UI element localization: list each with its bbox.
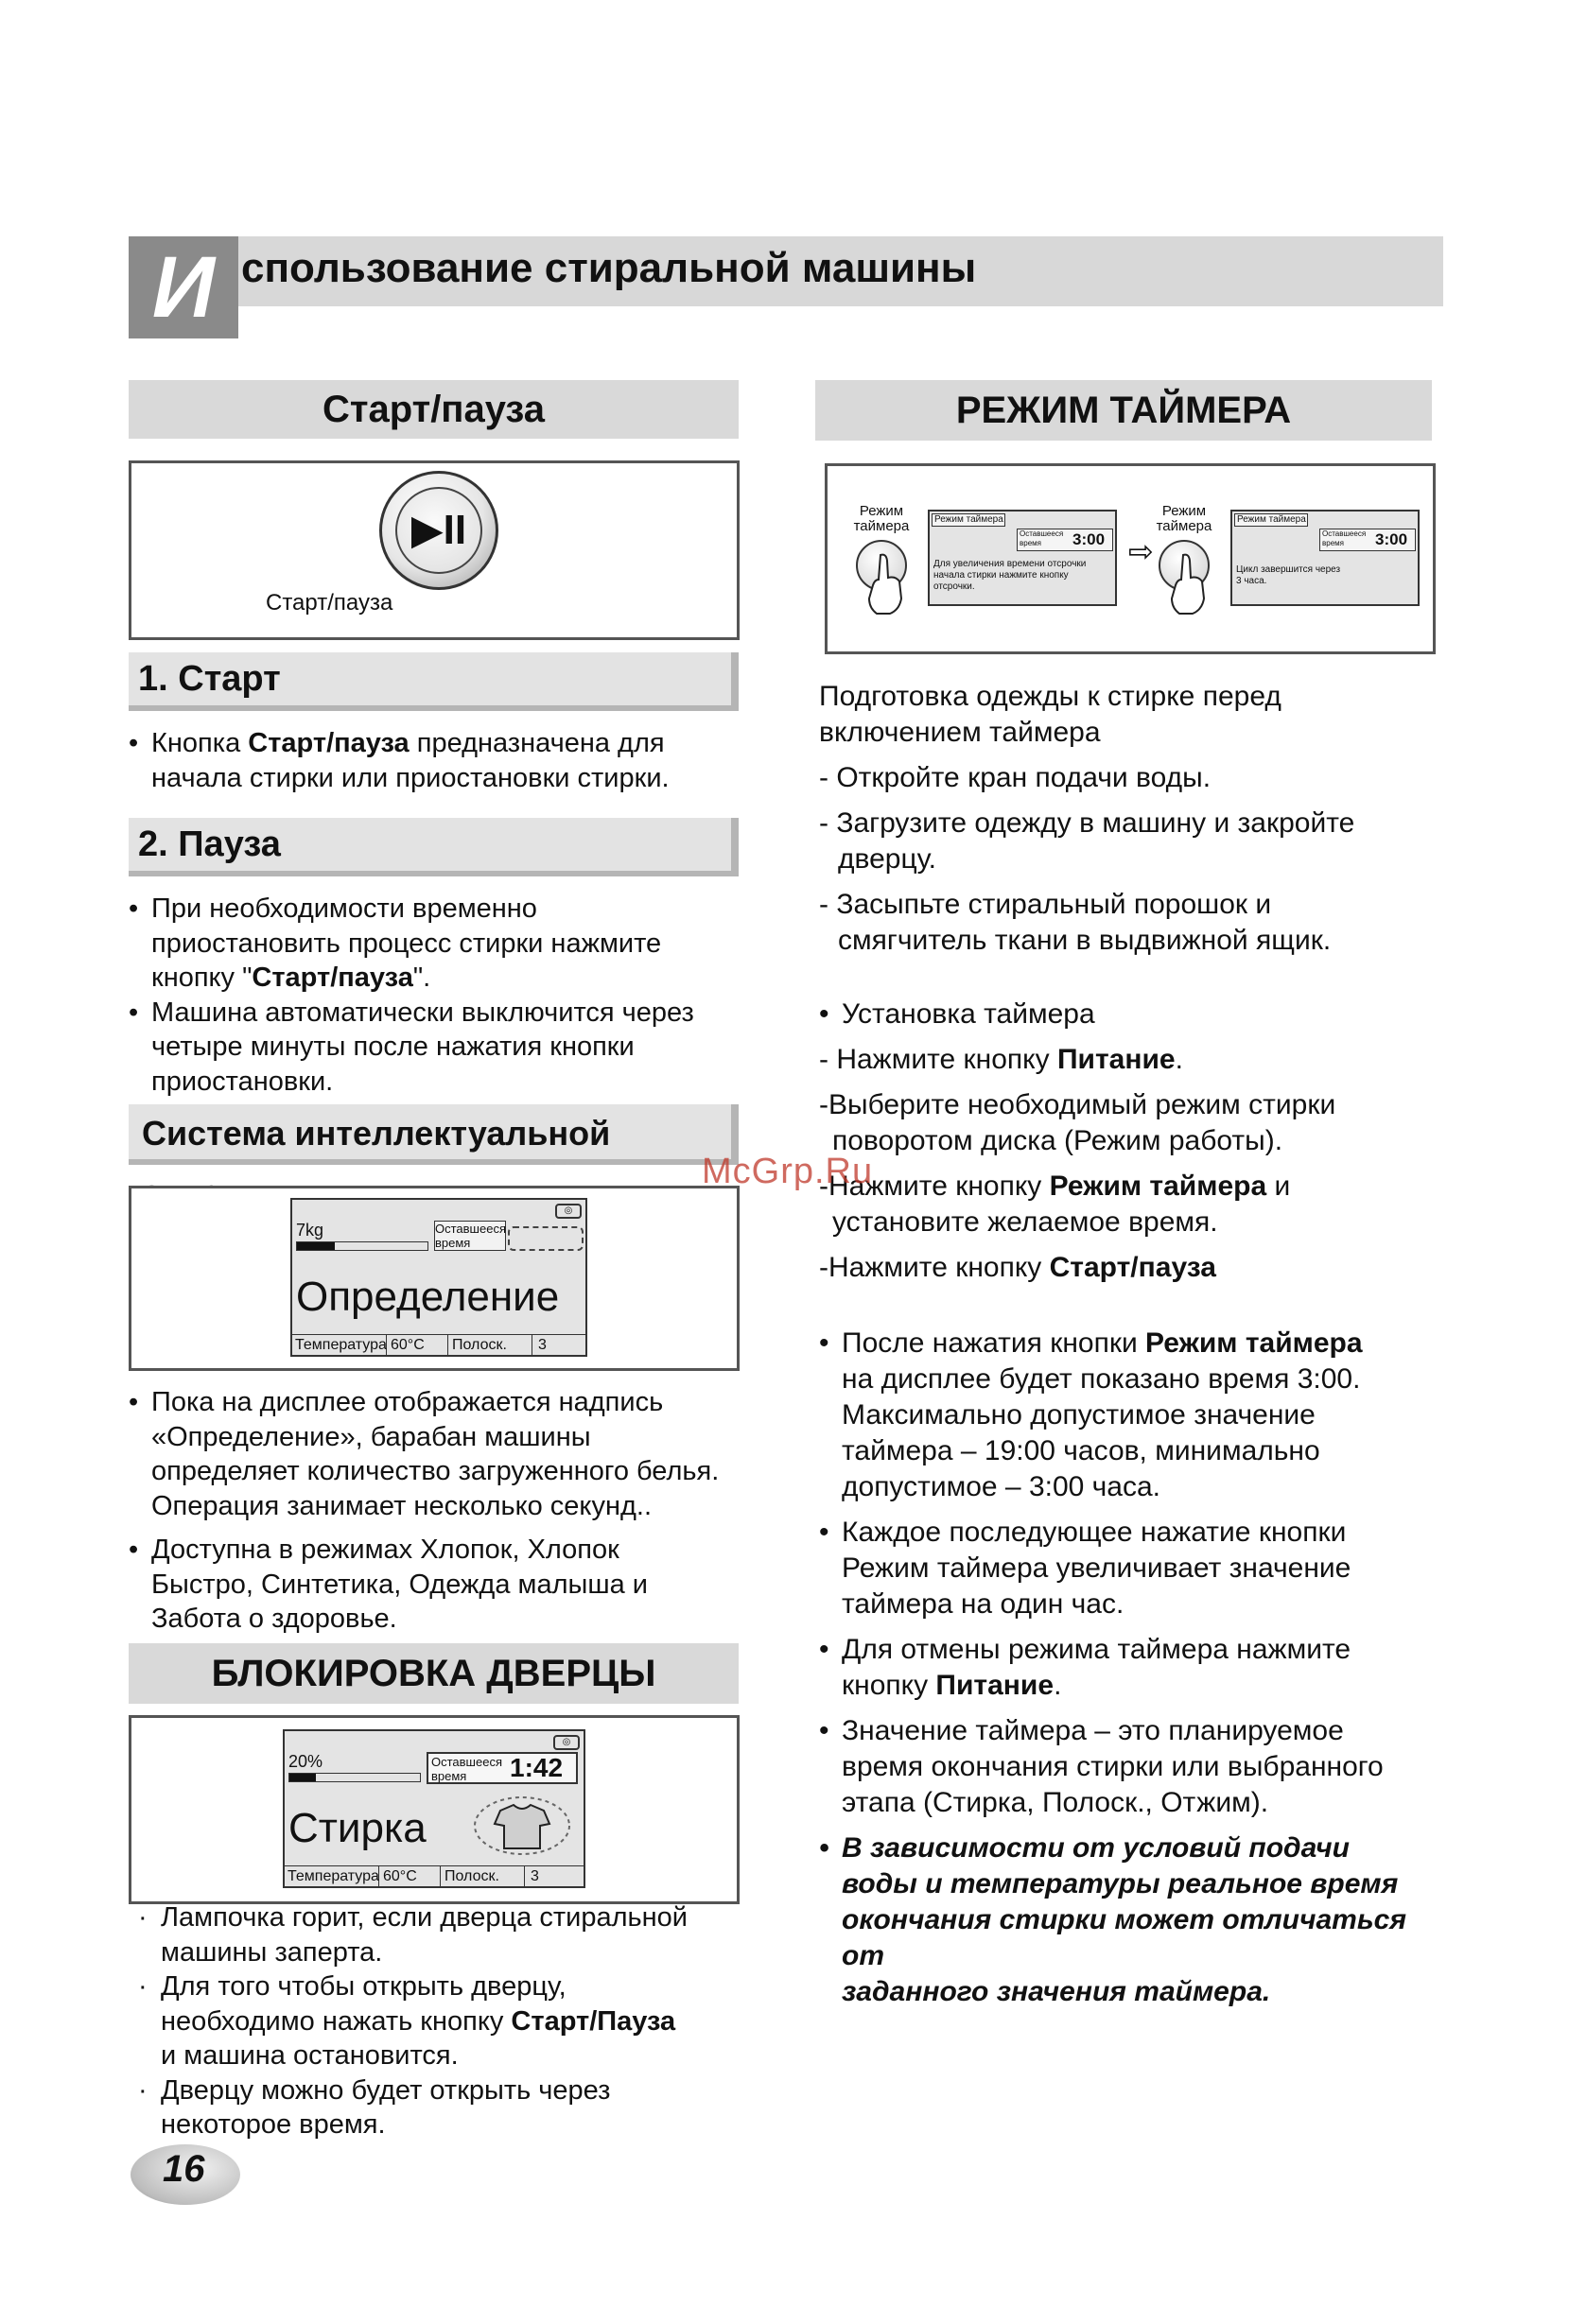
setup-step-4 xyxy=(819,1250,1443,1286)
bullet-mark: • xyxy=(819,1634,829,1665)
finger-icon-2 xyxy=(1164,551,1212,617)
text-line: Быстро, Синтетика, Одежда малыша и xyxy=(151,1569,648,1600)
text-line: Операция занимает несколько секунд.. xyxy=(151,1490,652,1521)
text-line: этапа (Стирка, Полоск., Отжим). xyxy=(842,1787,1269,1818)
lcd-weight: 7kg xyxy=(296,1221,324,1240)
text-line: таймера – 19:00 часов, минимально xyxy=(842,1435,1320,1466)
bullet-mark: • xyxy=(819,998,829,1030)
timer-bullet-3 xyxy=(819,1632,1443,1704)
start-pause-heading: Старт/пауза xyxy=(129,380,739,439)
text-line: Пока на дисплее отображается надпись xyxy=(151,1387,664,1417)
lcd-progress-text: 20% xyxy=(288,1752,323,1771)
lcd-remaining-time: 1:42 xyxy=(510,1753,564,1782)
lock-bullet-3 xyxy=(138,2073,753,2142)
prep-step-3 xyxy=(819,887,1443,959)
screen-title: Режим таймера xyxy=(1234,513,1308,527)
text-line: В зависимости от условий подачи xyxy=(842,1832,1350,1864)
smart-text xyxy=(129,1385,743,1637)
text-line: Установка таймера xyxy=(842,998,1095,1030)
text-span: предназначена для xyxy=(409,728,665,758)
text-line: таймера на один час. xyxy=(842,1588,1124,1620)
text-line: - Засыпьте стиральный порошок и xyxy=(819,889,1272,920)
start-text xyxy=(129,726,743,795)
timer-text xyxy=(819,679,1443,2010)
pause-bullet-2 xyxy=(129,996,743,1100)
text-line: время окончания стирки или выбранного xyxy=(842,1751,1384,1782)
smart-display-figure xyxy=(129,1186,740,1371)
tshirt-washing-icon xyxy=(470,1790,574,1862)
bullet-mark: • xyxy=(129,1387,139,1417)
text-line: начала стирки или приостановки стирки. xyxy=(151,762,670,793)
screen-title: Режим таймера xyxy=(932,513,1005,527)
text-line: установите желаемое время. xyxy=(832,1206,1218,1238)
text-line: Режим таймера увеличивает значение xyxy=(842,1552,1351,1584)
play-pause-glyph: ▶II xyxy=(410,507,467,553)
text-line: начала стирки нажмите кнопку xyxy=(933,570,1069,581)
bullet-mark: • xyxy=(819,1832,829,1864)
text-span: необходимо нажать кнопку xyxy=(161,2005,512,2037)
start-bullet xyxy=(129,726,743,795)
text-span: . xyxy=(1175,1044,1183,1075)
header-initial-letter: И xyxy=(129,236,238,338)
text-line: приостановки. xyxy=(151,1066,334,1097)
smart-bullet-2 xyxy=(129,1533,743,1637)
screen-time: 3:00 xyxy=(1072,530,1106,548)
text-line: поворотом диска (Режим работы). xyxy=(832,1125,1283,1156)
lcd-rinse-label: Полоск. xyxy=(441,1866,525,1887)
text-line: включением таймера xyxy=(819,717,1101,748)
text-span: . xyxy=(1054,1670,1062,1701)
text-line: таймера xyxy=(1156,518,1212,534)
text-line: допустимое – 3:00 часа. xyxy=(842,1471,1161,1502)
lcd-rinse-label: Полоск. xyxy=(448,1335,532,1356)
bullet-mark: • xyxy=(129,997,139,1028)
lcd-rinse-value: 3 xyxy=(531,1868,539,1884)
lcd-temp-label: Температура xyxy=(292,1335,387,1356)
lcd-remaining-label: Оставшееся время xyxy=(435,1222,506,1250)
text-span: Кнопка xyxy=(151,728,249,758)
bold-term: Старт/пауза xyxy=(1049,1252,1216,1283)
page-number: 16 xyxy=(163,2148,205,2190)
screen-remaining-box xyxy=(1319,529,1416,551)
door-lock-text xyxy=(138,1900,753,2142)
text-line: Режим xyxy=(1161,503,1207,519)
text-line: воды и температуры реальное время xyxy=(842,1868,1399,1899)
lcd-temp-value: 60°C xyxy=(387,1335,448,1356)
text-line: Машина автоматически выключится через xyxy=(151,997,694,1028)
bold-term: Режим таймера xyxy=(1049,1171,1267,1202)
text-line: Для того чтобы открыть дверцу, xyxy=(161,1971,567,2002)
text-line: Значение таймера – это планируемое xyxy=(842,1715,1344,1746)
text-line: дверцу. xyxy=(838,843,936,875)
door-lock-figure xyxy=(129,1715,740,1904)
lcd-temp-value: 60°C xyxy=(379,1866,441,1887)
arrow-right-icon: ⇨ xyxy=(1128,534,1154,568)
text-span: кнопку " xyxy=(151,963,253,993)
lcd-time-dashes xyxy=(508,1226,584,1251)
text-line: При необходимости временно xyxy=(151,893,537,924)
pause-bullet-1 xyxy=(129,892,743,996)
lcd-remaining-label: Оставшееся время xyxy=(431,1755,502,1783)
text-line: некоторое время. xyxy=(161,2109,386,2140)
timer-bullet-5-note xyxy=(819,1830,1443,2010)
bullet-mark: • xyxy=(819,1327,829,1359)
bullet-mark: • xyxy=(819,1517,829,1548)
text-line: отсрочки. xyxy=(933,581,975,592)
timer-bullet-4 xyxy=(819,1713,1443,1821)
wash-icon: ◎ xyxy=(555,1204,582,1219)
start-pause-button-icon xyxy=(379,471,498,590)
setup-step-3 xyxy=(819,1169,1443,1240)
setup-step-1 xyxy=(819,1042,1443,1078)
text-line: таймера xyxy=(853,518,910,534)
timer-screen-1 xyxy=(928,510,1117,606)
screen-remaining-label: Оставшееся время xyxy=(1020,529,1064,547)
text-line: Подготовка одежды к стирке перед xyxy=(819,681,1281,712)
text-line: Каждое последующее нажатие кнопки xyxy=(842,1517,1347,1548)
screen-remaining-label: Оставшееся время xyxy=(1322,529,1367,547)
screen-message xyxy=(1236,564,1420,587)
lcd-bottom-row xyxy=(292,1334,585,1356)
text-line: приостановить процесс стирки нажмите xyxy=(151,928,662,959)
setup-step-2 xyxy=(819,1087,1443,1159)
bold-term: Питание xyxy=(935,1670,1055,1701)
timer-figure xyxy=(825,463,1436,654)
text-line: смягчитель ткани в выдвижной ящик. xyxy=(838,925,1332,956)
lock-bullet-1 xyxy=(138,1900,753,1969)
smart-bullet-1 xyxy=(129,1385,743,1523)
text-line: Максимально допустимое значение xyxy=(842,1399,1316,1431)
lcd-progress-bar xyxy=(288,1773,421,1782)
text-span: ". xyxy=(412,963,431,993)
watermark: McGrp.Ru xyxy=(702,1152,874,1191)
text-line: Режим xyxy=(859,503,904,519)
start-pause-caption: Старт/пауза xyxy=(266,590,393,616)
bold-term: Старт/Пауза xyxy=(511,2005,676,2037)
section-start-heading: 1. Старт xyxy=(129,652,739,711)
timer-bullet-1 xyxy=(819,1326,1443,1505)
screen-remaining-box xyxy=(1017,529,1113,551)
section-smart-heading: Система интеллектуальной xyxy=(129,1104,739,1165)
text-line: 3 часа. xyxy=(1236,576,1267,586)
bullet-mark: · xyxy=(138,2074,148,2106)
timer-mode-heading: РЕЖИМ ТАЙМЕРА xyxy=(815,380,1432,441)
pause-text xyxy=(129,892,743,1099)
text-line: - Загрузите одежду в машину и закройте xyxy=(819,807,1355,839)
text-line: Лампочка горит, если дверца стиральной xyxy=(161,1902,688,1933)
setup-heading xyxy=(819,997,1443,1032)
lcd-main-status: Определение xyxy=(296,1274,560,1320)
prep-step-1: - Откройте кран подачи воды. xyxy=(819,762,1212,793)
lcd-bottom-row xyxy=(285,1865,584,1887)
bold-term: Старт/пауза xyxy=(248,728,410,758)
lock-icon: ◎ xyxy=(553,1735,580,1750)
text-line: Для отмены режима таймера нажмите xyxy=(842,1634,1351,1665)
text-line: и машина остановится. xyxy=(161,2040,459,2071)
timer-bullet-2 xyxy=(819,1515,1443,1622)
text-line: -Выберите необходимый режим стирки xyxy=(819,1089,1336,1120)
bold-term: Питание xyxy=(1056,1044,1176,1075)
lcd-temp-label: Температура xyxy=(285,1866,379,1887)
text-line: Доступна в режимах Хлопок, Хлопок xyxy=(151,1535,619,1565)
lcd-remaining-box xyxy=(427,1752,578,1784)
text-span: После нажатия кнопки xyxy=(842,1327,1146,1359)
bullet-mark: · xyxy=(138,1971,148,2002)
lcd-weight-bar xyxy=(296,1241,428,1251)
text-line: на дисплее будет показано время 3:00. xyxy=(842,1363,1361,1395)
text-span: -Нажмите кнопку xyxy=(819,1252,1050,1283)
timer-screen-2 xyxy=(1230,510,1420,606)
page-title: спользование стиральной машины xyxy=(241,245,977,291)
text-line: четыре минуты после нажатия кнопки xyxy=(151,1032,635,1062)
text-line: «Определение», барабан машины xyxy=(151,1421,591,1452)
prep-intro xyxy=(819,679,1443,751)
bullet-mark: • xyxy=(129,728,139,758)
door-lock-heading: БЛОКИРОВКА ДВЕРЦЫ xyxy=(129,1643,739,1704)
bold-term: Режим таймера xyxy=(1145,1327,1363,1359)
text-span: - Нажмите кнопку xyxy=(819,1044,1057,1075)
lcd-display-detect xyxy=(290,1198,587,1357)
text-span: кнопку xyxy=(842,1670,936,1701)
timer-button-label-1 xyxy=(848,504,915,534)
text-line: определяет количество загруженного белья. xyxy=(151,1456,720,1486)
bullet-mark: • xyxy=(129,1535,139,1565)
start-pause-figure xyxy=(129,460,740,640)
lock-bullet-2 xyxy=(138,1969,753,2073)
text-line: окончания стирки может отличаться от xyxy=(842,1904,1406,1971)
text-span: и xyxy=(1266,1171,1291,1202)
screen-message xyxy=(933,559,1117,593)
bold-term: Старт/пауза xyxy=(252,963,413,993)
screen-time: 3:00 xyxy=(1375,530,1408,548)
bullet-mark: • xyxy=(129,893,139,924)
timer-button-label-2 xyxy=(1151,504,1217,534)
text-line: Для увеличения времени отсрочки xyxy=(933,559,1087,569)
lcd-display-wash xyxy=(283,1729,585,1888)
finger-icon-1 xyxy=(862,551,909,617)
bullet-mark: • xyxy=(819,1715,829,1746)
text-line: Дверцу можно будет открыть через xyxy=(161,2074,611,2106)
section-pause-heading: 2. Пауза xyxy=(129,818,739,876)
lcd-rinse-value: 3 xyxy=(538,1337,547,1353)
bullet-mark: · xyxy=(138,1902,148,1933)
text-span: -Нажмите кнопку xyxy=(819,1171,1050,1202)
text-line: заданного значения таймера. xyxy=(842,1976,1271,2007)
text-line: Цикл завершится через xyxy=(1236,564,1341,575)
text-line: Забота о здоровье. xyxy=(151,1604,397,1634)
lcd-main-status: Стирка xyxy=(288,1805,427,1851)
prep-step-2 xyxy=(819,806,1443,877)
text-line: машины заперта. xyxy=(161,1936,383,1968)
